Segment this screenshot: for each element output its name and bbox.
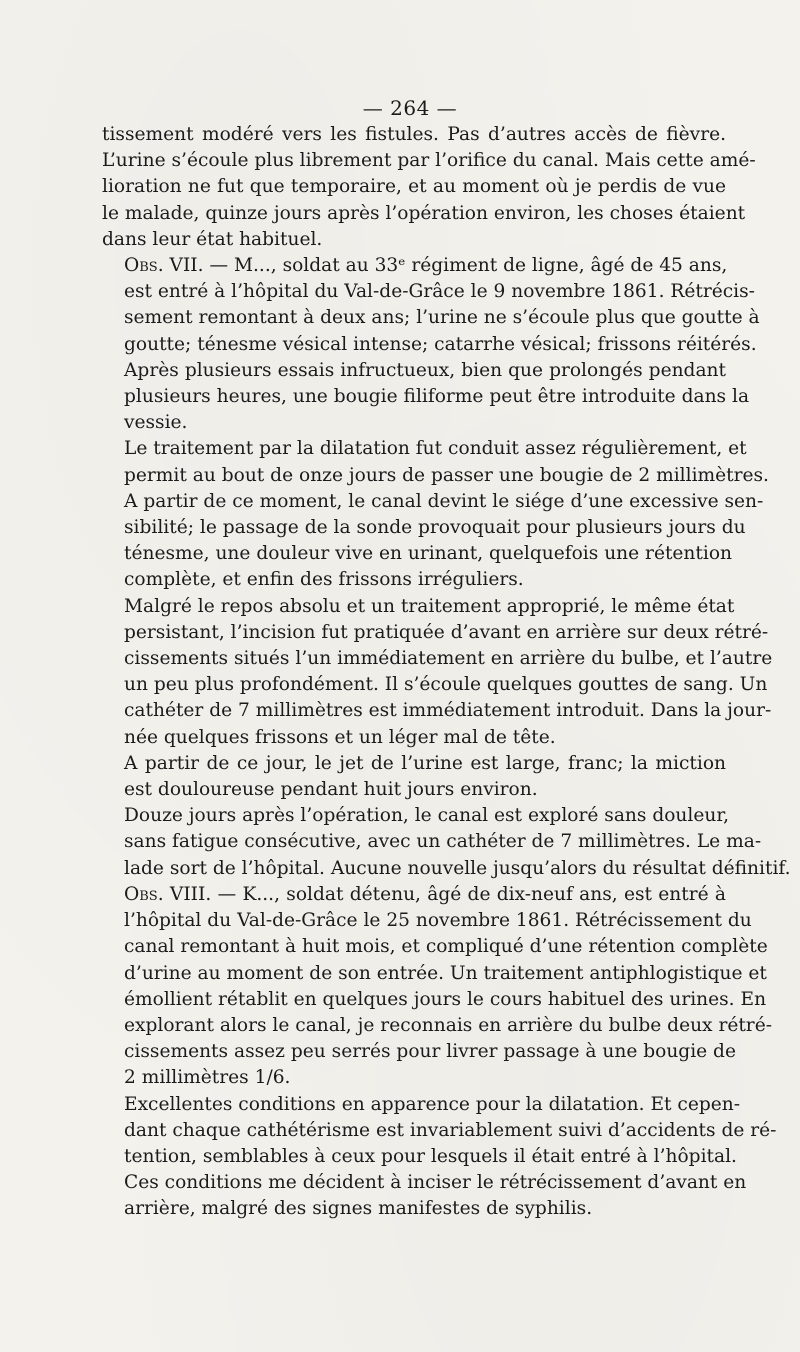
line-text: sibilité; le passage de la sonde provoquait pour plusieurs jours du [124,517,746,539]
line-text: L’urine s’écoule plus librement par l’orifice du canal. Mais cette amé- [102,150,756,172]
paragraph-p3 [102,358,750,437]
text-line [102,1170,747,1196]
text-line [102,934,768,960]
line-text: cathéter de 7 millimètres est immédiatement introduit. Dans la jour- [124,700,772,722]
text-line [102,541,732,567]
line-text: d’urine au moment de son entrée. Un traitement antiphlogistique et [124,962,767,984]
text-line [102,489,764,515]
text-line [102,122,726,148]
observation-label: Obs. VII. [124,255,204,277]
text-line [102,620,769,646]
text-line [102,1039,736,1065]
text-line [102,751,726,777]
line-text: cissements assez peu serrés pour livrer passage à une bougie de [124,1041,736,1063]
line-text: Le traitement par la dilatation fut conduit assez régulièrement, et [124,438,747,460]
text-line [102,803,730,829]
line-text: est douloureuse pendant huit jours environ. [124,779,538,801]
text-line [102,646,773,672]
text-line [102,1065,726,1091]
text-line [102,332,757,358]
line-text: complète, et enfin des frissons irréguliers. [124,569,524,591]
page-number: — 264 — [362,96,458,120]
text-line [102,305,760,331]
text-line [102,672,768,698]
line-text: 2 millimètres 1/6. [124,1067,291,1089]
paragraph-p1 [102,122,756,253]
line-text: A partir de ce moment, le canal devint le siége d’une excessive sen- [124,490,764,512]
paragraph-p6 [102,751,726,803]
line-text: le malade, quinze jours après l’opération environ, les choses étaient [102,202,746,224]
line-text: arrière, malgré des signes manifestes de syphilis. [124,1198,593,1220]
observation-label: Obs. VIII. [124,883,212,905]
paragraph-p5 [102,594,773,751]
text-line [102,463,769,489]
text-line [102,882,726,908]
text-line [102,856,791,882]
paragraph-p4 [102,436,769,593]
line-text: sement remontant à deux ans; l’urine ne s’écoule plus que goutte à [124,307,760,329]
text-line [102,1013,772,1039]
line-text: dant chaque cathétérisme est invariablement suivi d’accidents de ré- [124,1119,777,1141]
paragraph-p2 [102,253,760,358]
line-text: Excellentes conditions en apparence pour la dilatation. Et cepen- [124,1093,741,1115]
line-text: ténesme, une douleur vive en urinant, quelquefois une rétention [124,543,732,565]
line-text: permit au bout de onze jours de passer une bougie de 2 millimètres. [124,464,769,486]
text-line [102,436,747,462]
text-line [102,567,726,593]
text-line [102,279,755,305]
line-text: vessie. [124,412,188,434]
line-text: goutte; ténesme vésical intense; catarrhe vésical; frissons réitérés. [124,333,757,355]
text-line [102,698,772,724]
line-text: Après plusieurs essais infructueux, bien que prolongés pendant [124,359,726,381]
text-line [102,358,726,384]
text-line [102,227,726,253]
text-line [102,1118,777,1144]
line-text: A partir de ce jour, le jet de l’urine est large, franc; la miction [124,752,726,774]
line-text: tention, semblables à ceux pour lesquels il était entré à l’hôpital. [124,1145,737,1167]
text-line [102,908,752,934]
text-line [102,777,726,803]
line-text: — K..., soldat détenu, âgé de dix-neuf ans, est entré à [211,883,726,905]
text-line [102,253,726,279]
text-line [102,829,762,855]
paragraph-p8 [102,882,772,1092]
text-line [102,174,726,200]
paragraph-p9 [102,1092,777,1171]
line-text: cissements situés l’un immédiatement en arrière du bulbe, et l’autre [124,648,773,670]
line-text: lade sort de l’hôpital. Aucune nouvelle jusqu’alors du résultat définitif. [124,857,791,879]
text-line [102,725,726,751]
line-text: explorant alors le canal, je reconnais en arrière du bulbe deux rétré- [124,1014,772,1036]
line-text: persistant, l’incision fut pratiquée d’avant en arrière sur deux rétré- [124,621,769,643]
line-text: née quelques frissons et un léger mal de tête. [124,726,556,748]
line-text: sans fatigue consécutive, avec un cathéter de 7 millimètres. Le ma- [124,831,762,853]
line-text: tissement modéré vers les fistules. Pas d’autres accès de fièvre. [102,124,726,145]
text-line [102,515,746,541]
text-line [102,148,756,174]
paragraph-p10 [102,1170,747,1222]
line-text: lioration ne fut que temporaire, et au moment où je perdis de vue [102,176,726,198]
line-text: un peu plus profondément. Il s’écoule quelques gouttes de sang. Un [124,674,768,696]
text-line [102,1196,726,1222]
text-line [102,201,746,227]
text-line [102,961,767,987]
line-text: émollient rétablit en quelques jours le cours habituel des urines. En [124,988,767,1010]
paragraph-p7 [102,803,791,882]
line-text: dans leur état habituel. [102,228,323,250]
line-text: canal remontant à huit mois, et compliqué d’une rétention complète [124,936,768,958]
text-line [102,1144,737,1170]
line-text: Ces conditions me décident à inciser le rétrécissement d’avant en [124,1172,747,1194]
body-text [102,122,791,1223]
line-text: l’hôpital du Val-de-Grâce le 25 novembre 1861. Rétrécissement du [124,910,752,932]
text-line [102,410,726,436]
text-line [102,594,735,620]
text-line [102,1092,741,1118]
line-text: plusieurs heures, une bougie filiforme peut être introduite dans la [124,386,750,408]
line-text: — M..., soldat au 33ᵉ régiment de ligne, âgé de 45 ans, [203,255,728,277]
line-text: Malgré le repos absolu et un traitement approprié, le même état [124,595,735,617]
text-line [102,384,750,410]
line-text: est entré à l’hôpital du Val-de-Grâce le 9 novembre 1861. Rétrécis- [124,281,755,303]
text-line [102,987,767,1013]
line-text: Douze jours après l’opération, le canal est exploré sans douleur, [124,805,730,827]
